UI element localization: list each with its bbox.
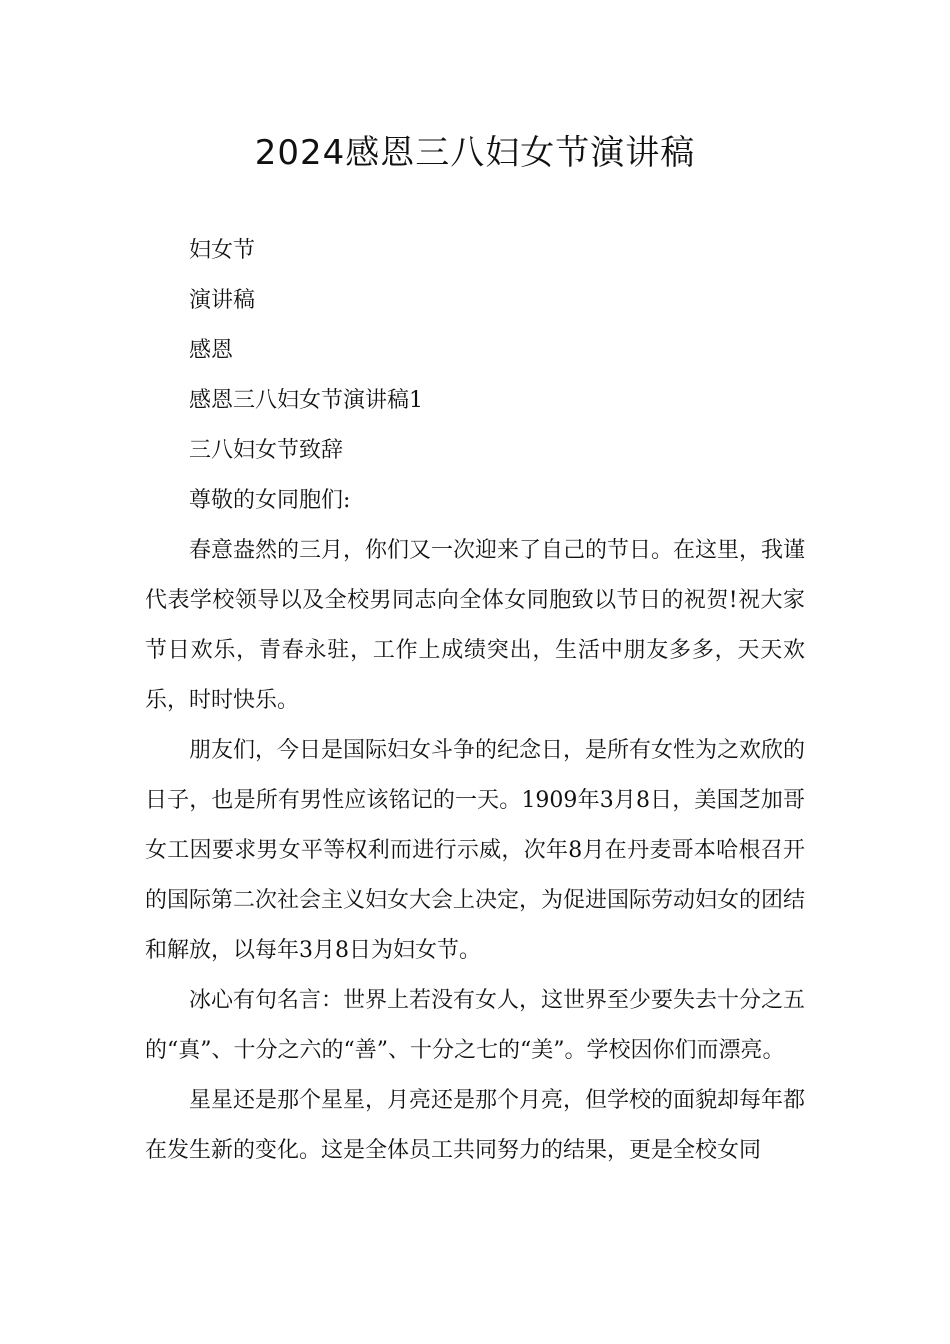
body-paragraph: 春意盎然的三月，你们又一次迎来了自己的节日。在这里，我谨代表学校领导以及全校男同志向全体女同胞致以节日的祝贺!祝大家节日欢乐，青春永驻，工作上成绩突出，生活中朋友多多，天天欢乐，时时快乐。 (145, 538, 806, 713)
body-paragraph: 冰心有句名言：世界上若没有女人，这世界至少要失去十分之五的“真”、十分之六的“善”、十分之七的“美”。学校因你们而漂亮。 (145, 988, 806, 1063)
speech-heading: 三八妇女节致辞 (189, 438, 344, 463)
document-body (145, 226, 805, 1176)
body-paragraph: 星星还是那个星星，月亮还是那个月亮，但学校的面貌却每年都在发生新的变化。这是全体员工共同努力的结果，更是全校女同 (145, 1088, 806, 1163)
section-subtitle: 感恩三八妇女节演讲稿1 (189, 388, 423, 413)
document-title: 2024感恩三八妇女节演讲稿 (254, 133, 696, 173)
keyword-line: 演讲稿 (189, 288, 256, 313)
keyword-line: 感恩 (189, 338, 234, 363)
salutation: 尊敬的女同胞们: (189, 488, 351, 513)
body-paragraph: 朋友们，今日是国际妇女斗争的纪念日，是所有女性为之欢欣的日子，也是所有男性应该铭记的一天。1909年3月8日，美国芝加哥女工因要求男女平等权利而进行示威，次年8月在丹麦哥本哈根召开的国际第二次社会主义妇女大会上决定，为促进国际劳动妇女的团结和解放，以每年3月8日为妇女节。 (145, 738, 806, 963)
keyword-line: 妇女节 (189, 238, 256, 263)
